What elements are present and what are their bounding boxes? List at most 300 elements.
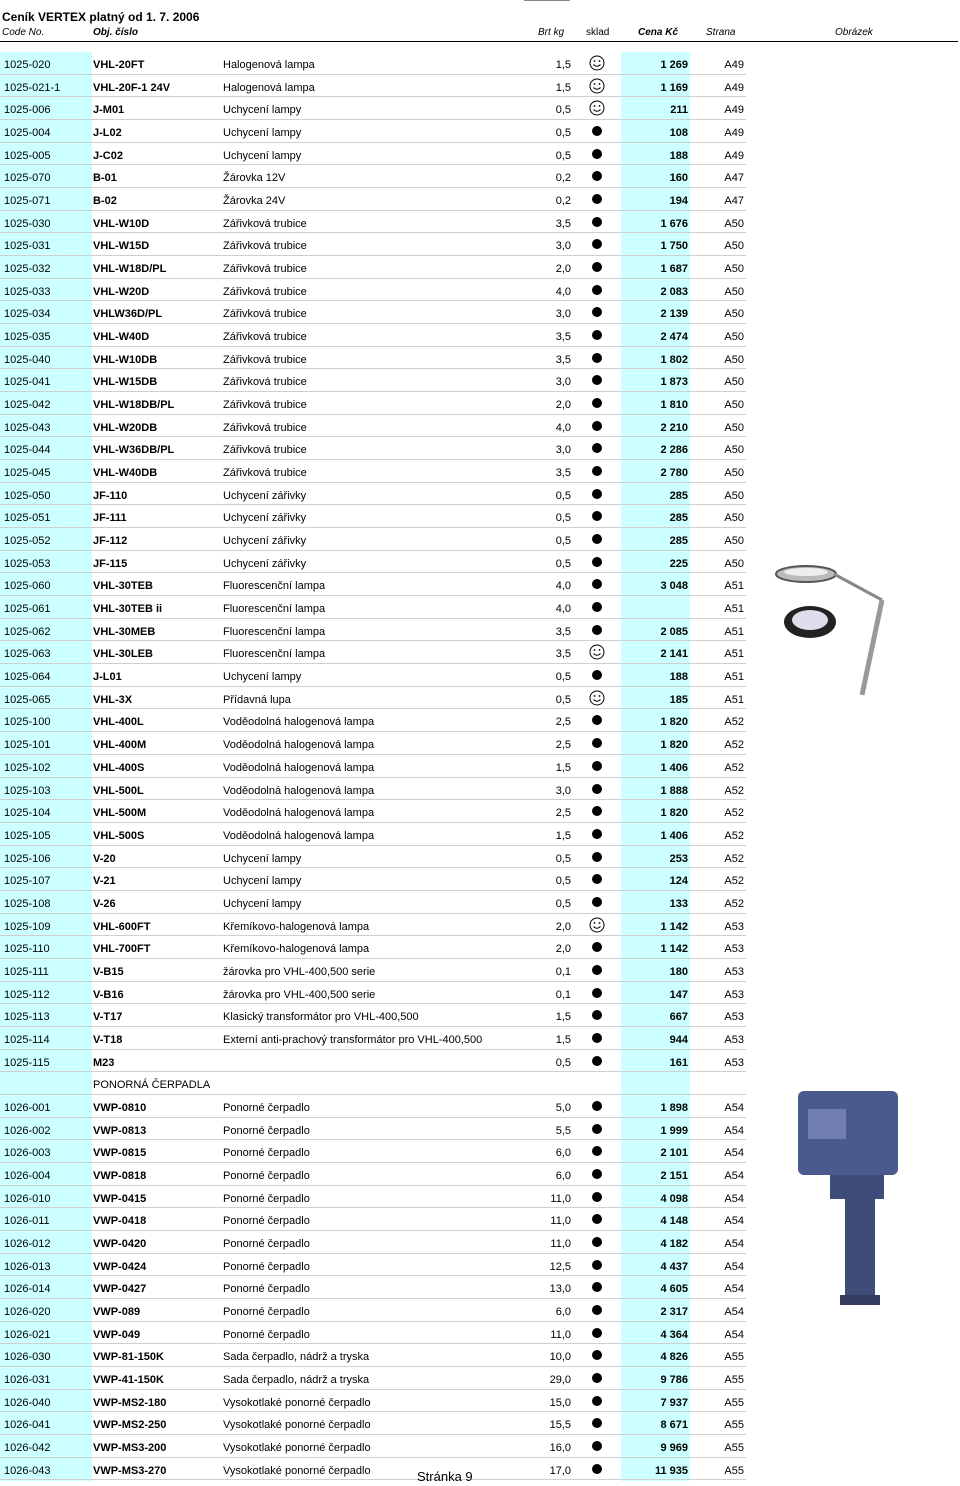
dot-shape xyxy=(592,353,602,363)
in-stock-dot-icon xyxy=(589,463,605,479)
obj-number-cell: VWP-81-150K xyxy=(93,1351,164,1364)
dot-shape xyxy=(592,239,602,249)
obj-number-cell: VHL-500M xyxy=(93,807,147,820)
code-cell: 1026-002 xyxy=(4,1124,51,1137)
description-cell: Uchycení zářivky xyxy=(223,512,307,525)
price-cell: 2 210 xyxy=(660,421,688,434)
obj-number-cell: VHL-W18DB/PL xyxy=(93,399,175,412)
page-ref-cell: A54 xyxy=(724,1283,744,1296)
code-cell: 1025-042 xyxy=(4,399,51,412)
table-row xyxy=(0,1163,746,1186)
description-cell: Halogenová lampa xyxy=(223,59,315,71)
page-ref-cell: A51 xyxy=(724,603,744,616)
description-cell: Voděodolná halogenová lampa xyxy=(223,829,375,842)
price-cell: 2 317 xyxy=(660,1305,688,1318)
in-stock-dot-icon xyxy=(589,304,605,320)
price-cell: 1 820 xyxy=(660,716,688,729)
page-ref-cell: A47 xyxy=(724,195,744,208)
weight-cell: 6,0 xyxy=(555,1169,571,1182)
code-cell: 1025-034 xyxy=(4,308,51,321)
obj-number-cell: VWP-MS2-250 xyxy=(93,1419,167,1432)
dot-shape xyxy=(592,171,602,181)
page-ref-cell: A52 xyxy=(724,829,744,842)
page-ref-cell: A49 xyxy=(724,104,744,117)
tab-notch xyxy=(524,0,570,3)
obj-number-cell: J-L01 xyxy=(93,671,122,684)
smiley-icon xyxy=(589,100,605,116)
table-row xyxy=(0,460,746,483)
obj-number-cell: VHLW36D/PL xyxy=(93,308,163,321)
page-ref-cell: A54 xyxy=(724,1147,744,1160)
price-cell: 1 820 xyxy=(660,807,688,820)
in-stock-dot-icon xyxy=(589,1166,605,1182)
description-cell: Ponorné čerpadlo xyxy=(223,1101,310,1114)
description-cell: Zářivková trubice xyxy=(223,353,307,366)
code-cell: 1025-071 xyxy=(4,195,51,208)
obj-number-cell: VHL-W20DB xyxy=(93,421,158,434)
weight-cell: 0,2 xyxy=(555,172,571,185)
table-row xyxy=(0,914,746,937)
in-stock-dot-icon xyxy=(589,191,605,207)
in-stock-dot-icon xyxy=(589,554,605,570)
code-cell: 1026-020 xyxy=(4,1305,51,1318)
table-row xyxy=(0,551,746,574)
price-cell: 2 141 xyxy=(660,648,688,661)
obj-number-cell: JF-110 xyxy=(93,489,128,502)
page-ref-cell: A52 xyxy=(724,761,744,774)
table-row xyxy=(0,1186,746,1209)
header-price: Cena Kč xyxy=(638,27,679,38)
in-stock-dot-icon xyxy=(589,1053,605,1069)
price-cell: 108 xyxy=(669,127,688,140)
weight-cell: 3,5 xyxy=(555,648,571,661)
smiley-icon xyxy=(589,690,605,706)
obj-number-cell: VWP-0420 xyxy=(93,1237,147,1250)
in-stock-dot-icon xyxy=(589,871,605,887)
page-ref-cell: A54 xyxy=(724,1169,744,1182)
description-cell: Ponorné čerpadlo xyxy=(223,1237,310,1250)
dot-shape xyxy=(592,217,602,227)
price-cell: 133 xyxy=(669,897,688,910)
obj-number-cell: VWP-41-150K xyxy=(93,1373,164,1386)
weight-cell: 0,5 xyxy=(555,512,571,525)
page-ref-cell: A51 xyxy=(724,693,744,706)
dot-shape xyxy=(592,126,602,136)
price-cell: 194 xyxy=(669,195,688,208)
obj-number-cell: VHL-W20D xyxy=(93,285,150,298)
description-cell: Vysokotlaké ponorné čerpadlo xyxy=(223,1464,371,1477)
obj-number-cell: VWP-MS3-200 xyxy=(93,1441,167,1454)
page-ref-cell: A53 xyxy=(724,943,744,956)
code-cell: 1025-114 xyxy=(4,1033,50,1046)
table-row xyxy=(0,596,746,619)
code-cell: 1025-031 xyxy=(4,240,51,253)
price-cell: 1 999 xyxy=(660,1124,688,1137)
dot-shape xyxy=(592,307,602,317)
table-row xyxy=(0,641,746,664)
description-cell: Ponorné čerpadlo xyxy=(223,1169,310,1182)
in-stock-dot-icon xyxy=(589,1370,605,1386)
code-cell: 1025-064 xyxy=(4,671,51,684)
weight-cell: 10,0 xyxy=(549,1351,571,1364)
in-stock-dot-icon xyxy=(589,372,605,388)
page-ref-cell: A50 xyxy=(724,535,744,548)
description-cell: Externí anti-prachový transformátor pro VHL-400,500 xyxy=(223,1033,483,1046)
page-ref-cell: A50 xyxy=(724,217,744,230)
code-cell: 1025-004 xyxy=(4,127,51,140)
dot-shape xyxy=(592,375,602,385)
weight-cell: 1,5 xyxy=(555,81,571,94)
obj-number-cell: B-02 xyxy=(93,195,117,208)
in-stock-dot-icon xyxy=(589,418,605,434)
in-stock-dot-icon xyxy=(589,599,605,615)
code-cell: 1025-062 xyxy=(4,625,51,638)
page-ref-cell: A53 xyxy=(724,965,744,978)
in-stock-dot-icon xyxy=(589,168,605,184)
description-cell: Ponorné čerpadlo xyxy=(223,1215,310,1228)
code-cell: 1026-004 xyxy=(4,1169,51,1182)
obj-number-cell: VHL-500L xyxy=(93,784,144,797)
in-stock-dot-icon xyxy=(589,1098,605,1114)
price-cell: 4 364 xyxy=(660,1328,688,1341)
price-cell: 180 xyxy=(669,965,688,978)
submersible-pump-picture xyxy=(790,1085,910,1325)
code-cell: 1025-051 xyxy=(4,512,51,525)
obj-number-cell: VHL-20F-1 24V xyxy=(93,81,171,94)
obj-number-cell: VHL-30TEB ii xyxy=(93,603,163,616)
dot-shape xyxy=(592,1441,602,1451)
description-cell: Sada čerpadlo, nádrž a tryska xyxy=(223,1373,370,1386)
dot-shape xyxy=(592,466,602,476)
description-cell: Křemíkovo-halogenová lampa xyxy=(223,943,370,956)
dot-shape xyxy=(592,806,602,816)
weight-cell: 2,0 xyxy=(555,399,571,412)
obj-number-cell: VHL-W10D xyxy=(93,217,150,230)
code-cell: 1025-061 xyxy=(4,603,51,616)
page-ref-cell: A50 xyxy=(724,353,744,366)
page-ref-cell: A55 xyxy=(724,1396,744,1409)
dot-shape xyxy=(592,398,602,408)
price-cell: 1 687 xyxy=(660,263,688,276)
dot-shape xyxy=(592,965,602,975)
price-cell: 11 935 xyxy=(654,1464,688,1477)
weight-cell: 4,0 xyxy=(555,580,571,593)
price-cell: 4 182 xyxy=(660,1237,688,1250)
code-cell: 1025-108 xyxy=(4,897,51,910)
description-cell: Halogenová lampa xyxy=(223,81,315,94)
obj-number-cell: VHL-400S xyxy=(93,761,145,774)
description-cell: Voděodolná halogenová lampa xyxy=(223,739,375,752)
page-ref-cell: A50 xyxy=(724,512,744,525)
obj-number-cell: VHL-W15D xyxy=(93,240,150,253)
weight-cell: 29,0 xyxy=(549,1373,571,1386)
weight-cell: 17,0 xyxy=(549,1464,571,1477)
table-row xyxy=(0,687,746,710)
page-ref-cell: A50 xyxy=(724,444,744,457)
obj-number-cell: VWP-089 xyxy=(93,1305,141,1318)
price-cell: 1 406 xyxy=(660,829,688,842)
description-cell: Zářivková trubice xyxy=(223,421,307,434)
description-cell: Ponorné čerpadlo xyxy=(223,1328,310,1341)
weight-cell: 3,0 xyxy=(555,444,571,457)
page-ref-cell: A52 xyxy=(724,807,744,820)
section-title: PONORNÁ ČERPADLA xyxy=(93,1079,211,1092)
dot-shape xyxy=(592,489,602,499)
description-cell: Uchycení lampy xyxy=(223,104,302,117)
obj-number-cell: V-T17 xyxy=(93,1011,123,1024)
page-ref-cell: A51 xyxy=(724,580,744,593)
table-row xyxy=(0,755,746,778)
weight-cell: 3,0 xyxy=(555,308,571,321)
weight-cell: 0,5 xyxy=(555,535,571,548)
table-row xyxy=(0,1095,746,1118)
page-ref-cell: A55 xyxy=(724,1373,744,1386)
weight-cell: 5,0 xyxy=(555,1101,571,1114)
table-row xyxy=(0,528,746,551)
pump-flange xyxy=(830,1175,884,1199)
dot-shape xyxy=(592,1260,602,1270)
table-row xyxy=(0,1118,746,1141)
page-ref-cell: A50 xyxy=(724,331,744,344)
page-ref-cell: A49 xyxy=(724,127,744,140)
table-row xyxy=(0,279,746,302)
description-cell: Voděodolná halogenová lampa xyxy=(223,716,375,729)
obj-number-cell: VWP-MS3-270 xyxy=(93,1464,167,1477)
pump-foot xyxy=(840,1295,880,1305)
table-row xyxy=(0,778,746,801)
description-cell: Křemíkovo-halogenová lampa xyxy=(223,920,370,933)
header-rule xyxy=(0,41,958,42)
price-cell: 225 xyxy=(669,557,688,570)
price-cell: 188 xyxy=(669,149,688,162)
in-stock-dot-icon xyxy=(589,712,605,728)
price-cell: 7 937 xyxy=(660,1396,688,1409)
table-row xyxy=(0,324,746,347)
obj-number-cell: VHL-700FT xyxy=(93,943,151,956)
page-ref-cell: A53 xyxy=(724,1056,744,1069)
smiley-icon xyxy=(589,78,605,94)
weight-cell: 0,2 xyxy=(555,195,571,208)
in-stock-dot-icon xyxy=(589,1257,605,1273)
dot-shape xyxy=(592,897,602,907)
dot-shape xyxy=(592,557,602,567)
code-cell: 1025-005 xyxy=(4,149,51,162)
table-row xyxy=(0,846,746,869)
weight-cell: 0,5 xyxy=(555,104,571,117)
page-ref-cell: A53 xyxy=(724,988,744,1001)
page-ref-cell: A47 xyxy=(724,172,744,185)
price-cell: 1 750 xyxy=(660,240,688,253)
in-stock-dot-icon xyxy=(589,803,605,819)
description-cell: žárovka pro VHL-400,500 serie xyxy=(223,988,376,1001)
description-cell: Zářivková trubice xyxy=(223,399,307,412)
price-cell: 2 139 xyxy=(660,308,688,321)
table-row xyxy=(0,1412,746,1435)
in-stock-dot-icon xyxy=(589,395,605,411)
description-cell: žárovka pro VHL-400,500 serie xyxy=(223,965,376,978)
obj-number-cell: VHL-W18D/PL xyxy=(93,263,167,276)
price-cell: 211 xyxy=(670,104,688,117)
page-ref-cell: A51 xyxy=(724,625,744,638)
code-cell: 1025-104 xyxy=(4,807,51,820)
obj-number-cell: J-M01 xyxy=(93,104,125,117)
code-cell: 1025-020 xyxy=(4,59,51,71)
header-weight: Brt kg xyxy=(538,27,565,38)
code-cell: 1025-063 xyxy=(4,648,51,661)
lamp-glass-shape xyxy=(784,568,828,576)
code-cell: 1025-032 xyxy=(4,263,51,276)
price-cell: 285 xyxy=(669,535,688,548)
weight-cell: 15,5 xyxy=(549,1419,571,1432)
weight-cell: 13,0 xyxy=(549,1283,571,1296)
page-ref-cell: A50 xyxy=(724,489,744,502)
in-stock-dot-icon xyxy=(589,531,605,547)
dot-shape xyxy=(592,761,602,771)
price-cell: 2 151 xyxy=(660,1169,688,1182)
description-cell: Uchycení lampy xyxy=(223,875,302,888)
dot-shape xyxy=(592,942,602,952)
in-stock-dot-icon xyxy=(589,849,605,865)
code-cell: 1025-021-1 xyxy=(4,81,61,94)
description-cell: Klasický transformátor pro VHL-400,500 xyxy=(223,1011,419,1024)
weight-cell: 0,5 xyxy=(555,1056,571,1069)
dot-shape xyxy=(592,1146,602,1156)
table-row xyxy=(0,301,746,324)
code-cell: 1025-115 xyxy=(4,1056,50,1069)
table-row xyxy=(0,868,746,891)
price-cell: 1 873 xyxy=(660,376,688,389)
price-cell: 188 xyxy=(669,671,688,684)
dot-shape xyxy=(592,330,602,340)
description-cell: Zářivková trubice xyxy=(223,285,307,298)
description-cell: Zářivková trubice xyxy=(223,467,307,480)
obj-number-cell: VWP-049 xyxy=(93,1328,141,1341)
obj-number-cell: VHL-400L xyxy=(93,716,144,729)
page-ref-cell: A54 xyxy=(724,1215,744,1228)
dot-shape xyxy=(592,285,602,295)
smiley-icon xyxy=(589,917,605,933)
obj-number-cell: VHL-30TEB xyxy=(93,580,153,593)
smiley-icon xyxy=(589,644,605,660)
price-cell: 2 085 xyxy=(660,625,688,638)
price-cell: 2 286 xyxy=(660,444,688,457)
weight-cell: 6,0 xyxy=(555,1305,571,1318)
obj-number-cell: VWP-0418 xyxy=(93,1215,147,1228)
description-cell: Voděodolná halogenová lampa xyxy=(223,784,375,797)
code-cell: 1025-044 xyxy=(4,444,51,457)
header-image: Obrázek xyxy=(835,27,873,38)
in-stock-dot-icon xyxy=(589,1325,605,1341)
price-table xyxy=(0,52,746,1480)
weight-cell: 0,5 xyxy=(555,693,571,706)
table-row xyxy=(0,1254,746,1277)
in-stock-dot-icon xyxy=(589,1347,605,1363)
code-cell: 1025-107 xyxy=(4,875,51,888)
weight-cell: 3,0 xyxy=(555,240,571,253)
obj-number-cell: VHL-W15DB xyxy=(93,376,158,389)
price-cell: 9 969 xyxy=(660,1441,688,1454)
dot-shape xyxy=(592,1373,602,1383)
table-row xyxy=(0,392,746,415)
description-cell: Ponorné čerpadlo xyxy=(223,1124,310,1137)
weight-cell: 0,1 xyxy=(555,965,571,978)
weight-cell: 6,0 xyxy=(555,1147,571,1160)
code-cell: 1026-030 xyxy=(4,1351,51,1364)
code-cell: 1025-060 xyxy=(4,580,51,593)
price-cell: 9 786 xyxy=(660,1373,688,1386)
code-cell: 1026-043 xyxy=(4,1464,51,1477)
table-row xyxy=(0,347,746,370)
table-row xyxy=(0,982,746,1005)
page-ref-cell: A52 xyxy=(724,852,744,865)
obj-number-cell: V-21 xyxy=(93,875,116,888)
table-row xyxy=(0,1208,746,1231)
obj-number-cell: B-01 xyxy=(93,172,117,185)
page-ref-cell: A55 xyxy=(724,1464,744,1477)
description-cell: Ponorné čerpadlo xyxy=(223,1192,310,1205)
code-cell: 1025-105 xyxy=(4,829,51,842)
in-stock-dot-icon xyxy=(589,236,605,252)
table-row xyxy=(0,483,746,506)
header-page: Strana xyxy=(706,27,736,38)
table-row xyxy=(0,75,746,98)
code-cell: 1025-101 xyxy=(4,739,51,752)
table-row xyxy=(0,823,746,846)
weight-cell: 4,0 xyxy=(555,603,571,616)
description-cell: Žárovka 12V xyxy=(223,172,286,185)
obj-number-cell: VWP-0427 xyxy=(93,1283,147,1296)
description-cell: Uchycení lampy xyxy=(223,149,302,162)
obj-number-cell: V-20 xyxy=(93,852,116,865)
page-ref-cell: A50 xyxy=(724,467,744,480)
description-cell: Uchycení zářivky xyxy=(223,557,307,570)
weight-cell: 0,5 xyxy=(555,149,571,162)
in-stock-dot-icon xyxy=(589,440,605,456)
code-cell: 1026-001 xyxy=(4,1101,51,1114)
code-cell: 1025-052 xyxy=(4,535,51,548)
description-cell: Zářivková trubice xyxy=(223,376,307,389)
obj-number-cell: VHL-500S xyxy=(93,829,145,842)
table-row xyxy=(0,1140,746,1163)
in-stock-dot-icon xyxy=(589,350,605,366)
obj-number-cell: J-C02 xyxy=(93,149,123,162)
dot-shape xyxy=(592,1033,602,1043)
table-row xyxy=(0,211,746,234)
code-cell: 1025-110 xyxy=(4,943,50,956)
in-stock-dot-icon xyxy=(589,1461,605,1477)
page-ref-cell: A53 xyxy=(724,1011,744,1024)
description-cell: Zářivková trubice xyxy=(223,444,307,457)
page-ref-cell: A52 xyxy=(724,875,744,888)
fluorescent-lamp-picture xyxy=(770,560,890,710)
page-ref-cell: A51 xyxy=(724,648,744,661)
dot-shape xyxy=(592,670,602,680)
price-cell: 3 048 xyxy=(660,580,688,593)
weight-cell: 2,0 xyxy=(555,943,571,956)
price-cell: 4 148 xyxy=(660,1215,688,1228)
obj-number-cell: M23 xyxy=(93,1056,115,1069)
price-cell: 667 xyxy=(669,1011,688,1024)
table-row xyxy=(0,664,746,687)
page-ref-cell: A54 xyxy=(724,1124,744,1137)
dot-shape xyxy=(592,149,602,159)
weight-cell: 1,5 xyxy=(555,829,571,842)
code-cell: 1026-010 xyxy=(4,1192,51,1205)
in-stock-dot-icon xyxy=(589,781,605,797)
price-cell: 4 605 xyxy=(660,1283,688,1296)
page-ref-cell: A54 xyxy=(724,1260,744,1273)
page-ref-cell: A50 xyxy=(724,263,744,276)
